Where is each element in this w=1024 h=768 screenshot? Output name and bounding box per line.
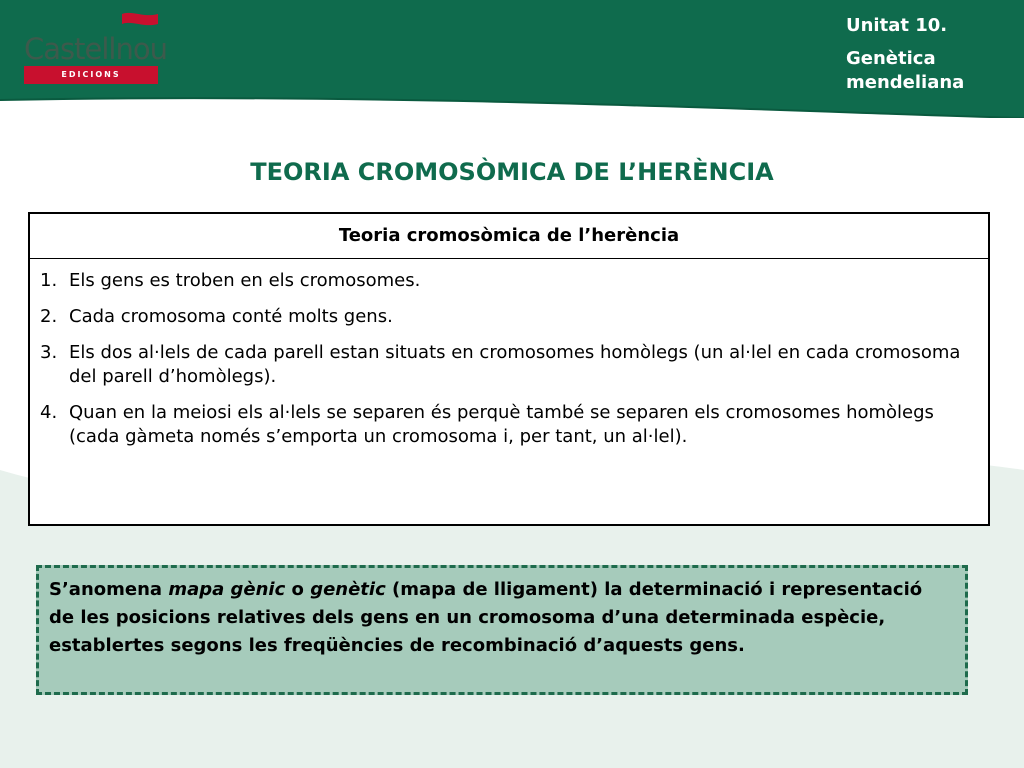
list-item <box>40 269 976 293</box>
unit-info <box>846 14 1016 95</box>
unit-name: Genètica mendeliana <box>846 48 965 93</box>
list-item-number: 3. <box>40 342 58 363</box>
list-item <box>40 401 976 449</box>
list-item-text: Els gens es troben en els cromosomes. <box>69 270 421 291</box>
list-item-text: Quan en la meiosi els al·lels se separen és perquè també se separen els cromosomes homòlegs (cada gàmeta només s’emporta un cromosoma i, per tant, un al·lel). <box>69 402 934 447</box>
list-item-text: Els dos al·lels de cada parell estan situats en cromosomes homòlegs (un al·lel en cada cromosoma del parell d’homòlegs). <box>69 342 961 387</box>
logo-subtitle-bar <box>24 66 158 84</box>
page-title: TEORIA CROMOSÒMICA DE L’HERÈNCIA <box>250 158 774 186</box>
definition-text-2: o <box>285 579 311 600</box>
unit-number: Unitat 10. <box>846 15 948 36</box>
logo-wordmark: Castellnou <box>24 32 167 66</box>
definition-term-2: genètic <box>310 579 386 600</box>
table-body <box>30 259 988 449</box>
flag-icon <box>22 10 162 34</box>
list-item-number: 4. <box>40 402 58 423</box>
list-item-number: 2. <box>40 306 58 327</box>
list-item-number: 1. <box>40 270 58 291</box>
definition-text-1: S’anomena <box>49 579 169 600</box>
definition-term-1: mapa gènic <box>168 579 286 600</box>
list-item <box>40 305 976 329</box>
list-item-text: Cada cromosoma conté molts gens. <box>69 306 393 327</box>
list-item <box>40 341 976 389</box>
castellnou-logo <box>22 10 167 79</box>
theory-table <box>28 212 990 526</box>
table-header: Teoria cromosòmica de l’herència <box>30 214 988 259</box>
logo-subtitle: EDICIONS <box>61 70 121 79</box>
definition-box <box>36 565 968 695</box>
theory-list <box>40 269 976 449</box>
definition-text-3: (mapa de lligament) la determinació i representació de les posicions relatives dels gens en un cromosoma d’una determinada espècie, establertes segons les freqüències de recombinació d’aquests gens. <box>49 579 923 656</box>
